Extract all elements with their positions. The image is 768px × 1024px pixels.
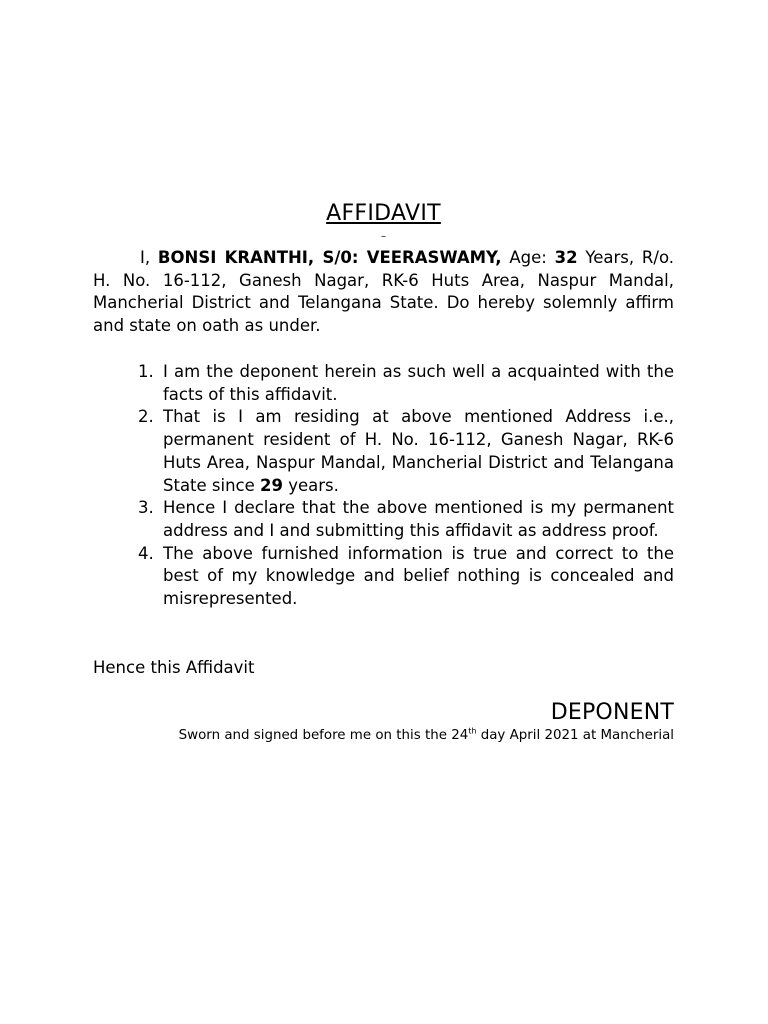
- list-item: [93, 497, 674, 542]
- list-item: [93, 406, 674, 497]
- age-label: Age:: [501, 248, 555, 267]
- list-text: Hence I declare that the above mentioned is my permanent address and I and submitting this affidavit as address proof.: [163, 498, 674, 540]
- list-item: [93, 543, 674, 611]
- list-text-after: years.: [283, 475, 339, 495]
- list-text: That is I am residing at above mentioned Address i.e., permanent resident of H. No. 16-112, Ganesh Nagar, RK-6 Huts Area, Naspur Mandal, Mancherial District and Telangana State since: [163, 407, 674, 495]
- deponent-name: BONSI KRANTHI, S/0: VEERASWAMY,: [157, 248, 502, 267]
- age-value: 32: [554, 248, 578, 267]
- list-number: 1.: [138, 362, 154, 381]
- intro-rest: Years, R/o. H. No. 16-112, Ganesh Nagar, RK-6 Huts Area, Naspur Mandal, Mancherial District and Telangana State. Do hereby solemnly affirm and state on oath as under.: [93, 248, 675, 336]
- intro-paragraph: [93, 247, 674, 338]
- sworn-before: Sworn and signed before me on this the 24: [178, 728, 469, 743]
- list-item: [93, 361, 674, 406]
- sworn-line: [179, 727, 674, 745]
- sworn-after: day April 2021 at Mancherial: [476, 728, 674, 743]
- years-value: 29: [260, 475, 283, 495]
- list-text: I am the deponent herein as such well a acquainted with the facts of this affidavit.: [163, 362, 674, 404]
- list-number: 2.: [138, 407, 154, 427]
- intro-prefix: I,: [140, 248, 158, 267]
- sworn-ordinal: th: [468, 726, 477, 736]
- title-dash: –: [381, 231, 386, 242]
- statement-list: [93, 361, 674, 611]
- document-title: AFFIDAVIT: [326, 201, 441, 226]
- closing-line: Hence this Affidavit: [93, 658, 255, 677]
- list-number: 4.: [138, 543, 154, 563]
- list-text: The above furnished information is true and correct to the best of my knowledge and belief nothing is concealed and misrepresented.: [163, 543, 674, 609]
- list-number: 3.: [138, 498, 154, 518]
- deponent-label: DEPONENT: [550, 700, 674, 725]
